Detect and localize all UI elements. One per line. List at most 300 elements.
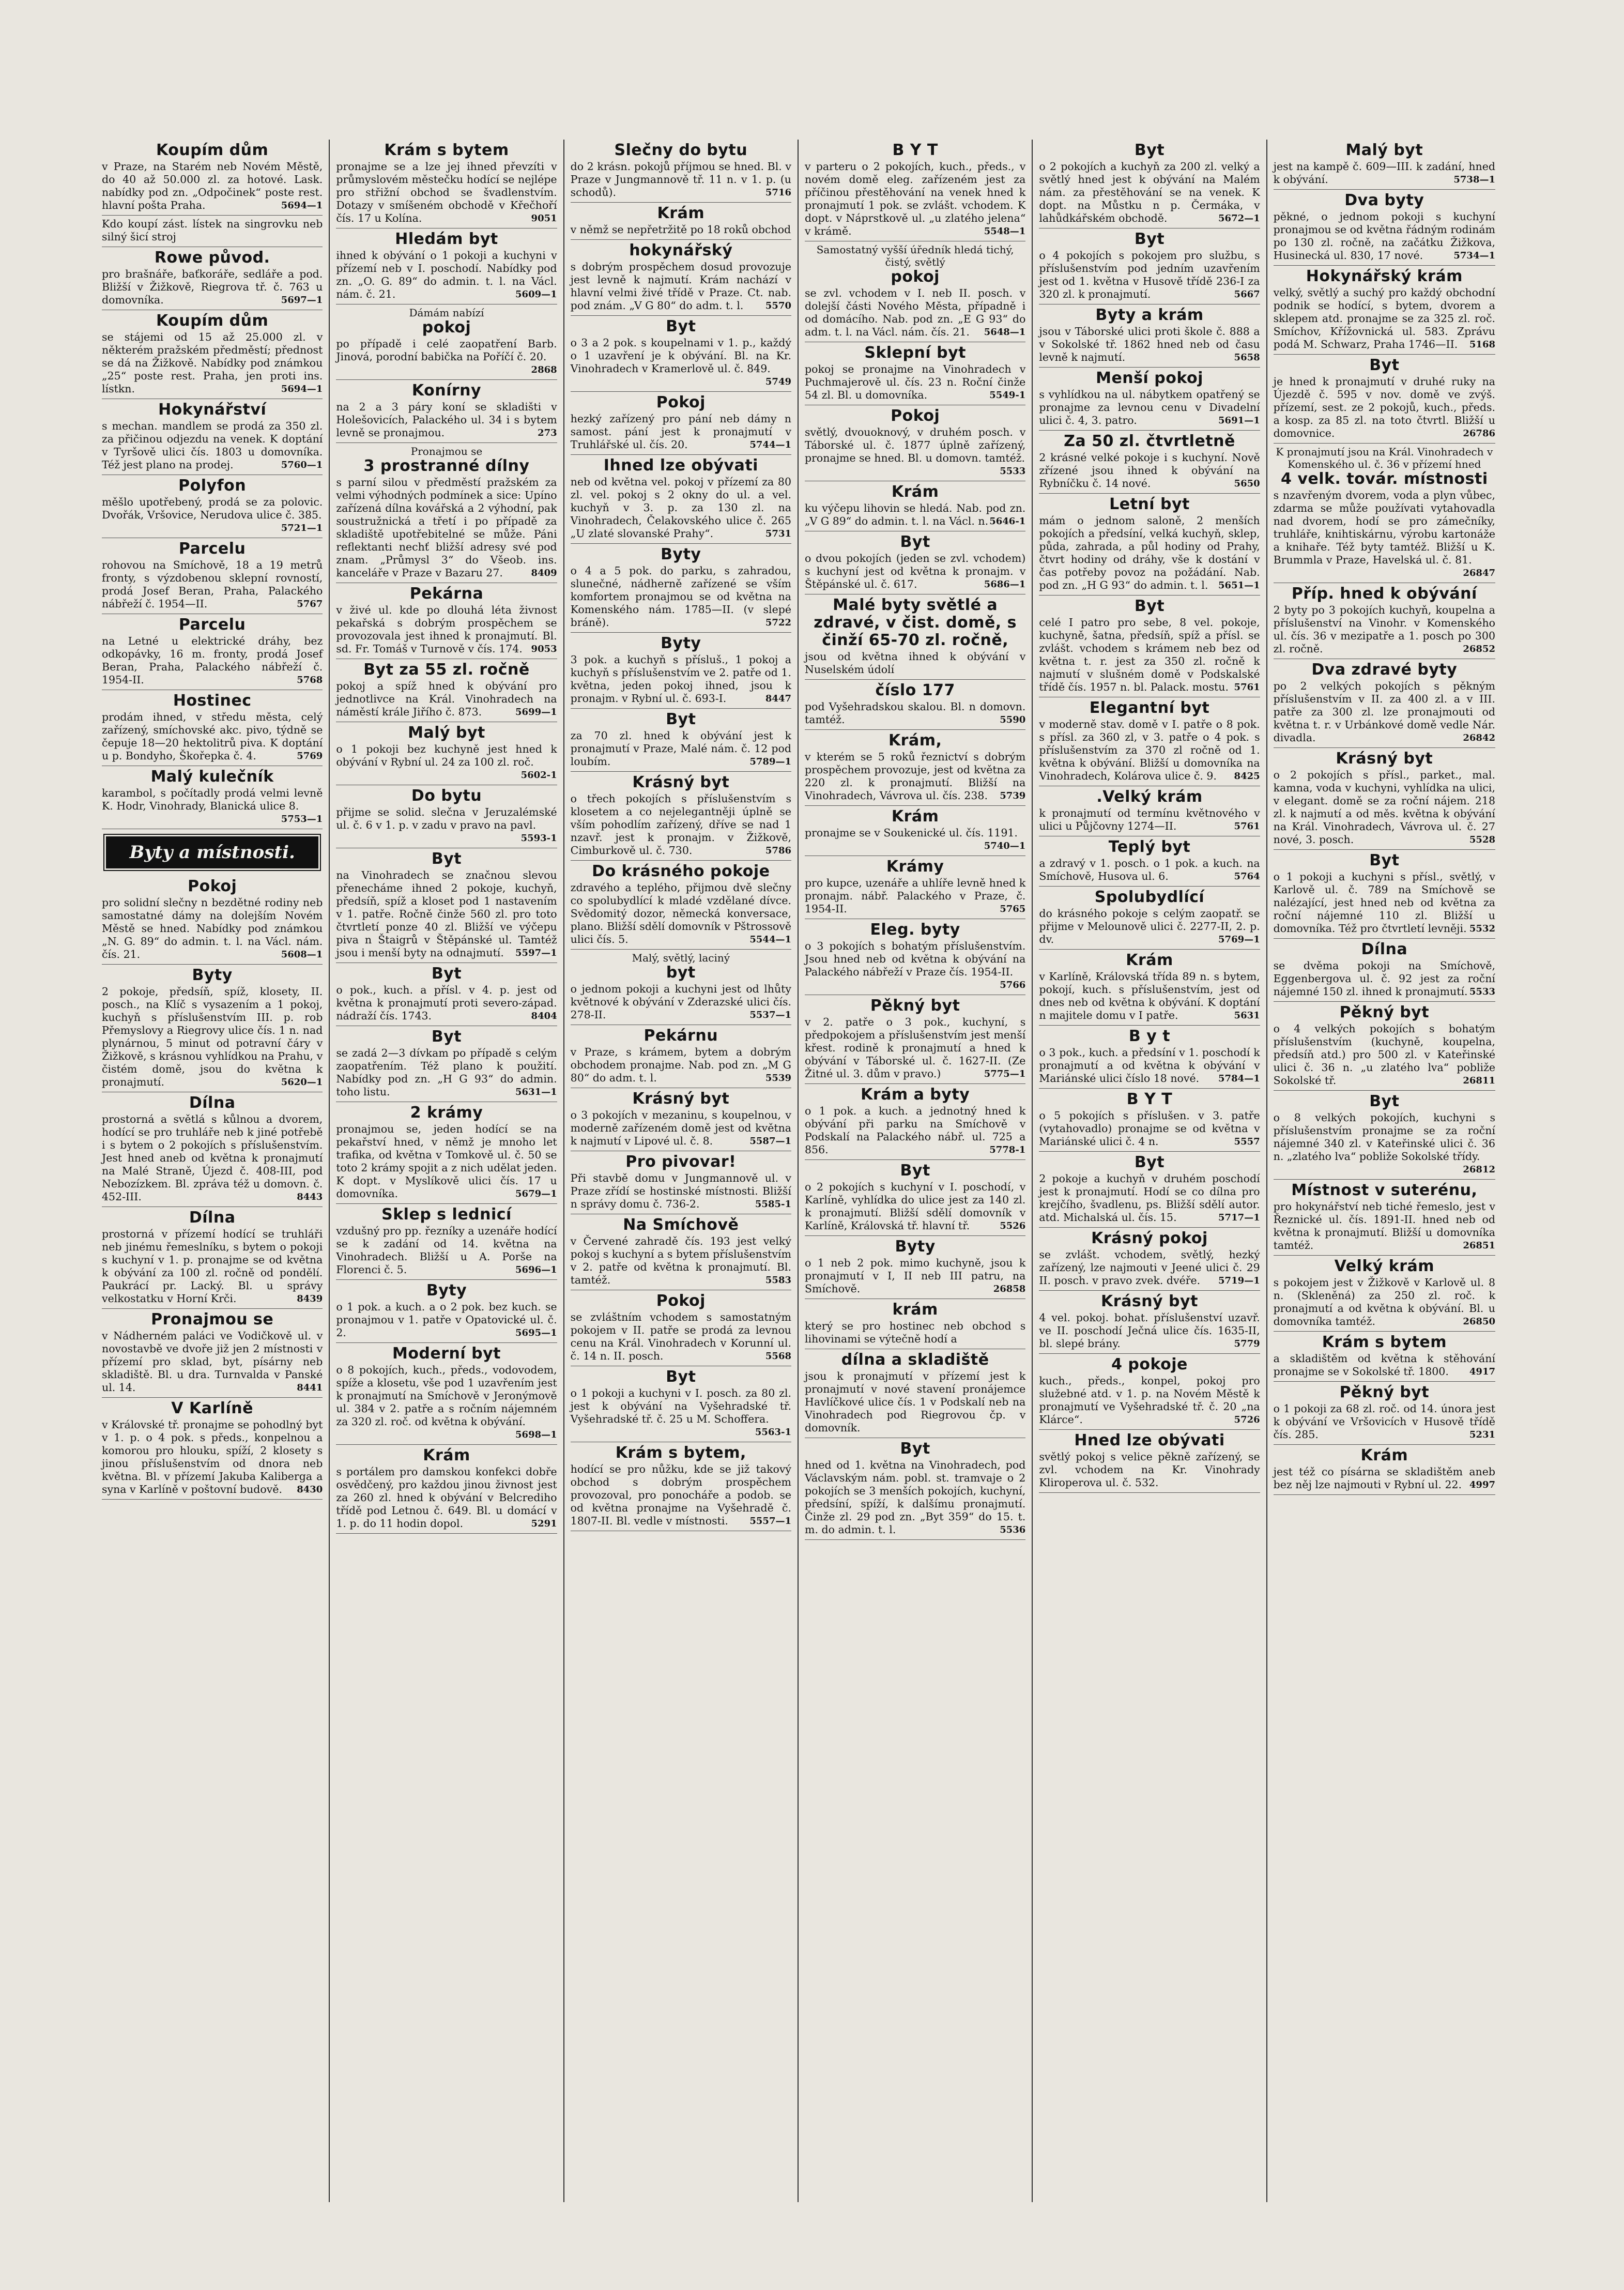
classified-ad [1039,786,1260,836]
ad-heading: Pěkný byt [870,997,960,1015]
classified-ad [102,475,323,538]
ad-body: pronajme se a lze jej ihned převzíti v průmyslovém městečku hodící se nejlépe pro střižní obchod se švadlenstvím. Dotazy v smíšeném obchodě v Křečhoří čís. 17 u Kolína. [336,160,557,224]
ad-heading: Krásný byt [632,1090,730,1108]
ad-text [102,420,323,471]
ad-text [1274,210,1495,262]
ad-body: pronajme se v Soukenické ul. čís. 1191. [805,827,1018,839]
ad-body: jsou od května ihned k obývání v Nuselském údolí [805,650,1026,676]
ad-body: jsou k pronajmutí v přízemí jest k pronajmutí v nové stavení pronájemce Havlíčkové ulice čís. 1 v Podskalí neb na Vinohradech pod Riegrovou čp. v domovník. [805,1370,1026,1434]
ad-reference-number: 5650 [1234,478,1260,489]
ad-reference-number: 5557—1 [749,1516,791,1526]
ad-heading: Krásný byt [632,773,730,791]
classified-ad [571,544,791,633]
ad-reference-number: 5602-1 [520,770,557,781]
ad-heading: Polyfon [178,477,247,495]
classified-ad [805,856,1025,919]
ad-body: o 1 pokoji za 68 zl. roč. od 14. února jest k obývání ve Vršovicích v Husově třídě čís. 285. [1273,1402,1495,1441]
ad-reference-number: 5764 [1234,871,1260,882]
ad-body: v parteru o 2 pokojích, kuch., předs., v novém domě eleg. zařízeném jest za příčinou přestěhování na venek hned k pronajmutí 1 pok. se zvlášt. vchodem. K dopt. v Náprstkově ul. „u zlatého jelena“ v krámě. [805,160,1026,237]
classified-ad [1039,1354,1260,1430]
classified-ad [571,1025,791,1088]
ad-heading: Do bytu [411,787,482,805]
classified-ad [102,399,323,475]
ad-text [1039,1248,1260,1287]
ad-reference-number: 5769 [297,751,323,761]
ad-reference-number: 5168 [1469,339,1495,350]
classified-ad [336,848,557,963]
ad-heading: Byt [666,317,696,335]
ad-body: o 4 pokojích s pokojem pro službu, s příslušenstvím pod jedním uzavřením jest od 1. května v Husově třídě 236-I za 320 zl. k pronajmutí. [1039,249,1260,300]
ad-heading: Dílna [189,1209,236,1227]
classified-ad [102,216,323,247]
classified-ad [1039,950,1260,1026]
ad-reference-number: 5537—1 [749,1010,791,1020]
ad-body: s dobrým prospěchem dosud provozuje jest levně k najmutí. Krám nachází v hlavní velmi živé třídě v Praze. Ct. nab. pod znám. „V G 80“ do adm. t. l. [570,261,791,312]
ad-body: ku výčepu lihovin se hledá. Nab. pod zn. „V G 89“ do admin. t. l. na Václ. n. [805,502,1026,527]
ad-body: hezký zařízený pro pání neb dámy n samost. pání jest k pronajmutí v Truhlářské ul. čís. 20. [570,413,791,451]
ad-reference-number: 5231 [1469,1429,1495,1440]
ad-text [102,1418,323,1496]
ad-heading: Krám s bytem [384,141,509,159]
ad-heading: Hledám byt [395,230,498,248]
ad-heading: Krám [891,483,939,501]
ad-intro: K pronajmutí jsou na Král. Vinohradech v Komenského ul. č. 36 v přízemí hned [1276,446,1493,470]
ad-body: který se pro hostinec neb obchod s lihovinami se výtečně hodí a [805,1320,1026,1345]
column-5 [1033,140,1267,2202]
ad-text [805,751,1025,802]
ad-heading: hokynářský [629,241,733,259]
classified-ad [1039,494,1260,596]
column-2 [330,140,564,2202]
classified-ad [1274,939,1495,1002]
ad-text [571,1109,791,1148]
classified-ad [1274,659,1495,748]
classified-ad [1274,1445,1495,1495]
ad-intro: Malý, světlý, laciný [632,952,730,964]
classified-ad [1039,1089,1260,1152]
classified-ad [571,861,791,950]
ad-body: pokoj se pronajme na Vinohradech v Puchmajerově ul. čís. 23 n. Roční činže 54 zl. Bl. u domovníka. [805,363,1026,401]
ad-body: neb od května vel. pokoj v přízemí za 80 zl. vel. pokoj s 2 okny do ul. a vel. kuchyň v 3. p. za 130 zl. na Vinohradech, Čelakovského ulice č. 265 „U zlaté slovanské Prahy“. [570,476,791,540]
ad-body: o 2 pokojích s přísl., parket., mal. kamna, voda v kuchyni, vyhlídka na ulici, v elegant. domě se za roční nájem. 218 zl. k najmutí a od měs. května k obývání na Král. Vinohradech, Vávrova ul. č. 27 nové, 3. posch. [1273,769,1495,846]
ad-text [102,787,323,825]
ad-body: 2 pokoje a kuchyň v druhém poschodí jest k pronajmutí. Hodí se co dílna pro krejčího, švadlenu, ps. Bližší sdělí autor. atd. Michalská ul. čís. 15. [1039,1172,1260,1224]
ad-heading: Byt [1369,851,1400,869]
ad-text [1274,375,1495,440]
ad-reference-number: 9053 [531,644,557,654]
ad-body: o 1 pok. a kuch. a o 2 pok. bez kuch. se pronajmou v 1. patře v Opatovické ul. č. 2. [336,1301,557,1339]
column-1 [96,140,330,2202]
ad-text [336,806,557,844]
ad-heading: Konírny [411,381,482,400]
ad-text [336,1225,557,1276]
ad-reference-number: 5539 [765,1073,791,1083]
ad-text [1273,1111,1495,1175]
ad-text [1039,1172,1260,1224]
ad-reference-number: 26847 [1463,568,1495,578]
classified-ad [102,1207,323,1309]
classified-ad [571,1151,791,1214]
ad-text [571,1235,791,1287]
ad-heading: Dílna [1361,940,1408,958]
ad-body: pěkné, o jednom pokoji s kuchyní pronajmou se od května řádným rodinám po 130 zl. ročně, na začátku Žižkova, Husinecká ul. 830, 17 nové. [1273,210,1495,262]
ad-body: rohovou na Smíchově, 18 a 19 metrů fronty, s výzdobenou sklepní rovností, prodá Josef Beran, Praha, Palackého nábřeží č. 1954—II. [102,559,323,610]
classified-ad [805,995,1025,1084]
ad-heading: Byty [426,1281,467,1300]
ad-body: Kdo koupí zást. lístek na singrovku neb silný šicí stroj [102,218,323,243]
ad-heading: Krám a byty [861,1086,970,1104]
classified-ad [102,1092,323,1207]
ad-text [571,476,791,540]
ad-heading: Krámy [886,858,944,876]
ad-body: 2 pokoje, předsíň, spíž, klosety, II. posch., na Klíč s vysazením a 1 pokoj, kuchyň s příslušenstvím III. p. rob Přemyslovy a Riegrovy ulice čís. 1 n. nad plynárnou, 5 minut od potravní čáry v Žižkově, s krásnou vyhlídkou na Prahu, v čistém domě, jsou do května k pronajmutí. [102,985,323,1088]
classified-ad [1274,1256,1495,1332]
ad-body: v kterém se 5 roků řeznictví s dobrým prospěchem provozuje, jest od května za 220 zl. k pronajmutí. Bližší na Vinohradech, Vávrova ul. čís. 238. [805,751,1026,802]
classified-ad [102,1398,323,1500]
ad-text [336,401,557,439]
ad-heading: Byty [661,634,701,652]
classified-ad [336,963,557,1026]
ad-heading: Slečny do bytu [614,141,748,159]
ad-text [805,552,1025,591]
ad-heading: Byty [192,966,233,984]
ad-heading: Moderní byt [392,1345,501,1363]
ad-text [571,729,791,768]
ad-body: pro solidní slečny n bezdětné rodiny neb samostatné dámy na dolejším Novém Městě se hned. Nabídky pod známkou „N. G. 89“ do admin. t. l. na Václ. nám. čís. 21. [102,896,323,960]
ad-intro: Pronajmou se [410,445,483,457]
section-banner: Byty a místnosti. [106,836,318,868]
classified-ad [1039,1026,1260,1089]
ad-reference-number: 5593-1 [520,833,557,844]
ad-text [102,1330,323,1394]
ad-heading: Krám s bytem [1322,1333,1447,1351]
classified-ad [571,633,791,709]
ad-text [805,877,1025,915]
ad-heading: 4 velk. továr. místnosti [1281,470,1488,488]
ad-text [102,711,323,762]
ad-reference-number: 5695—1 [515,1327,557,1338]
ad-text [1274,604,1495,655]
classified-ad [336,380,557,443]
ad-heading: Krám [891,807,939,826]
classified-ad [1274,1180,1495,1256]
ad-text [1039,325,1260,364]
ad-body: měšlo upotřebený, prodá se za polovic. Dvořák, Vršovice, Nerudova ulice č. 385. [102,496,323,521]
ad-heading: Byt [1369,1092,1400,1110]
ad-body: o 4 a 5 pok. do parku, s zahradou, slunečné, nádherně zařízené se vším komfortem pronajmou se od května na Komenského nám. 1785—II. (v slepé bráně). [570,564,791,629]
classified-ad [336,1343,557,1445]
ad-reference-number: 5786 [765,845,791,856]
ad-heading: pokoj [422,318,471,337]
ad-text [1274,1465,1495,1491]
ad-heading: Malý kulečník [150,768,274,786]
classified-ad [1039,140,1260,228]
ad-heading: číslo 177 [875,681,955,699]
classified-ad [1039,368,1260,431]
ad-reference-number: 5532 [1469,923,1495,934]
ad-text [1274,680,1495,744]
classified-ad [1039,1152,1260,1228]
ad-reference-number: 5585-1 [755,1199,791,1210]
ad-body: 2 krásné velké pokoje i s kuchyní. Nově zřízené jsou ihned k obývání na Rybníčku č. 14 nové. [1039,451,1260,490]
ad-reference-number: 5722 [765,617,791,628]
ad-text [336,1123,557,1200]
ad-body: v Červené zahradě čís. 193 jest velký pokoj s kuchyní a s bytem příslušenstvím v 2. patře od května k pronajmutí. Bl. tamtéž. [570,1235,791,1286]
ad-heading: Byt [431,850,462,868]
ad-body: pro hokynářství neb tiché řemeslo, jest v Řeznické ul. čís. 1891-II. hned neb od května k pronajmutí. Bližší u domovníka tamtéž. [1273,1200,1495,1251]
ad-body: jest též co písárna se skladištěm aneb bez něj lze najmouti v Rybní ul. 22. [1273,1465,1495,1491]
ad-reference-number: 5608—1 [281,949,323,960]
classified-ad [336,583,557,659]
classified-ad [571,140,791,203]
classified-ad [102,538,323,614]
ad-heading: Malý byt [1345,141,1423,159]
ad-heading: Sklepní byt [864,344,966,362]
ad-text [336,604,557,655]
ad-body: do 2 krásn. pokojů příjmou se hned. Bl. v Praze v Jungmannově tř. 11 n. v 1. p. (u schodů). [570,160,791,199]
ad-body: o 8 pokojích, kuch., předs., vodovodem, spíže a klosetu, vše pod 1 uzavřením jest k pronajmutí na Smíchově v Jeronýmově ul. 384 v 2. patře a s ročním nájemném za 320 zl. roč. od května k obývání. [336,1364,557,1428]
ad-reference-number: 5761 [1234,682,1260,693]
ad-reference-number: 8425 [1234,771,1260,782]
classified-ad [571,1214,791,1290]
ad-body: prostorná a světlá s kůlnou a dvorem, hodící se pro truhláře neb k jiné potřebě i s bytem o 2 pokojích s příslušenstvím. Jest hned aneb od května k pronajmutí na Malé Straně, Újezd č. 408-III, pod Nebozízkem. Bl. zpráva též u domovn. č. 452-III. [102,1113,323,1203]
ad-body: světlý, dvouoknový, v druhém posch. v Táborské ul. č. 1877 úplně zařízený, pronajme se hned. Bl. u domovn. tamtéž. [805,426,1026,464]
ad-text [805,1181,1025,1232]
ad-heading: Pronajmou se [151,1310,274,1329]
ad-reference-number: 26811 [1463,1075,1495,1086]
classified-ad [1039,304,1260,368]
ad-intro: Samostatný vyšší úředník hledá tichý, čistý, světlý [816,243,1014,268]
classified-ad [571,240,791,316]
ad-reference-number: 5583 [765,1275,791,1286]
ad-text [102,268,323,307]
ad-body: 3 pok. a kuchyň s přísluš., 1 pokoj a kuchyň s příslušenstvím ve 2. patře od 1. května, jeden pokoj ihned, jsou k pronajm. v Rybní ul. č. 693-I. [570,653,791,705]
ad-body: se dvěma pokoji na Smíchově, Eggenbergova ul. č. 92 jest za roční nájemné 150 zl. ihned k pronajmutí. [1273,959,1495,998]
ad-reference-number: 5749 [765,376,791,387]
ad-text [336,680,557,719]
ad-text [805,160,1025,238]
ad-reference-number: 5761 [1234,821,1260,832]
ad-text [805,1016,1025,1080]
ad-reference-number: 5768 [297,675,323,685]
ad-heading: krám [892,1301,938,1319]
ad-heading: 4 pokoje [1111,1355,1188,1373]
ad-text [571,1463,791,1528]
ad-text [805,650,1025,676]
classified-ad [571,1290,791,1366]
ad-reference-number: 26786 [1463,428,1495,439]
ad-body: v Nádherném paláci ve Vodičkově ul. v novostavbě ve dvoře již jen 2 místnosti v přízemí pro sklad, byt, písárny neb skladiště. Bl. u dra. Turnvalda v Panské ul. 14. [102,1330,323,1394]
ad-reference-number: 5716 [765,187,791,198]
ad-heading: Krám s bytem, [615,1444,746,1462]
ad-text [1039,1375,1260,1426]
ad-reference-number: 4997 [1469,1479,1495,1490]
classified-ad [336,443,557,583]
ad-heading: Parcelu [178,540,246,558]
ad-heading: byt [666,964,696,982]
ad-intro: Dámám nabízí [409,307,484,319]
ad-reference-number: 5548—1 [984,226,1026,237]
classified-ad [1039,1291,1260,1354]
classified-ad [102,1309,323,1398]
classified-ad [1274,190,1495,266]
ad-heading: Příp. hned k obývání [1291,585,1477,603]
ad-heading: Byt [666,710,696,728]
ad-body: k pronajmutí od termínu květnového v ulici u Půjčovny 1274—II. [1039,807,1260,832]
ad-reference-number: 5620—1 [281,1077,323,1088]
ad-heading: V Karlíně [171,1399,254,1417]
ad-text [805,1370,1025,1434]
ad-reference-number: 8443 [297,1192,323,1202]
ad-body: o 5 pokojích s příslušen. v 3. patře (vytahovadlo) pronajme se od května v Mariánské ulici č. 4 n. [1039,1109,1260,1148]
ad-text [571,653,791,705]
ad-reference-number: 5744—1 [749,439,791,450]
ad-text [1273,489,1495,578]
ad-reference-number: 5699—1 [515,707,557,717]
classified-ad [102,876,323,965]
classified-ad [102,766,323,829]
ad-text [1039,807,1260,833]
ad-text [336,476,557,579]
classified-ad [805,1438,1025,1540]
ad-heading: Spolubydlící [1094,888,1205,906]
ad-body: karambol, s počítadly prodá velmi levně K. Hodr, Vinohrady, Blanická ulice 8. [102,787,323,812]
ad-text [805,1105,1025,1156]
ad-heading: Ihned lze obývati [603,456,758,475]
ad-reference-number: 8439 [297,1293,323,1304]
ad-heading: B y t [1128,1027,1171,1045]
ad-text [571,792,791,857]
ad-text [102,160,323,212]
ad-reference-number: 5536 [1000,1524,1026,1535]
column-6 [1267,140,1502,2202]
ad-body: v živé ul. kde po dlouhá léta živnost pekařská s dobrým prospěchem se provozovala jest ihned k pronajmutí. Bl. sd. Fr. Tomáš v Turnově v čís. 174. [336,604,557,655]
classified-ad [1274,1382,1495,1445]
ad-heading: Velký krám [1334,1257,1435,1275]
ad-text [336,1047,557,1098]
ad-reference-number: 26842 [1463,732,1495,743]
ad-body: o 8 velkých pokojích, kuchyni s příslušenstvím pronajme se za roční nájemné 340 zl. v Kateřinské ulici č. 36 n. „zlatého lva“ pobliže Sokolské třídy. [1273,1111,1495,1163]
ad-reference-number: 5765 [1000,904,1026,914]
ad-reference-number: 26850 [1463,1316,1495,1327]
ad-reference-number: 5557 [1234,1136,1260,1147]
ad-body: s nzavřeným dvorem, voda a plyn vůbec, zdarma se může používati vytahovadla nad dvorem, hodí se pro zámečníky, truhláře, knihtiskárnu, výrobu kartonáže a knihaře. Též byty tamtéž. Bližší u K. Brummla v Praze, Havelská ul. č. 81. [1273,489,1495,566]
ad-body: 2 byty po 3 pokojích kuchyň, koupelna a příslušenství na Vinohr. v Komenského ul. čís. 36 v mezipatře a 1. posch po 300 zl. ročně. [1273,604,1495,655]
ad-text [1039,1109,1260,1148]
ad-text [1274,1276,1495,1328]
ad-body: s vyhlídkou na ul. nábytkem opatřený se pronajme za levnou cenu v Divadelní ulici č. 4, 3. patro. [1039,388,1260,426]
ad-heading: Byt [1134,141,1165,159]
ad-reference-number: 8430 [297,1484,323,1495]
ad-body: se zvlášt. vchodem, světlý, hezký zařízený, lze najmouti v Jeené ulici č. 29 II. posch. v pravo zvek. dvéře. [1039,1248,1260,1287]
ad-reference-number: 5533 [1000,466,1026,477]
ad-text [336,249,557,301]
ad-reference-number: 5698—1 [515,1429,557,1440]
ad-text [1274,871,1495,935]
ad-reference-number: 5631—1 [515,1087,557,1097]
ad-heading: Parcelu [178,616,246,634]
ad-body: s portálem pro damskou konfekci dobře osvědčený, pro každou jinou živnost jest za 260 zl. hned k obývání v Belcrediho třídě pod Letnou č. 649. Bl. u domácí v 1. p. do 11 hodin dopol. [336,1465,557,1530]
ad-body: s parní silou v předměstí pražském za velmi výhodných podmínek a sice: Upíno zařízená dílna kovářská a 2 výhodní, pak soustružnická a třetí i po případě za skladiště upotřebitelné se může. Páni reflektanti nechť bližší adresy své pod znam. „Průmysl 3“ do Všeob. ins. kanceláře v Praze v Bazaru 27. [336,476,557,579]
ad-text [805,426,1026,477]
ad-heading: 3 prostranné dílny [363,457,530,475]
ad-heading: Hokynářský krám [1306,267,1463,285]
ad-text [1039,1451,1260,1489]
ad-heading: Krám [657,204,705,222]
ad-text [1039,249,1260,301]
classified-ad [805,1236,1025,1299]
ad-text [805,1320,1025,1346]
ad-reference-number: 8409 [531,568,557,578]
classified-ad [571,455,791,544]
ad-heading: Dílna [189,1094,236,1112]
ad-text [805,700,1025,726]
ad-reference-number: 5766 [1000,980,1026,990]
ad-body: přijme se solid. slečna v Jeruzalémské ul. č. 6 v 1. p. v zadu v pravo na pavl. [336,806,557,831]
ad-body: mám o jednom saloně, 2 menších pokojích a předsíní, velká kuchyň, sklep, půda, zahrada, a půl hodiny od Prahy, čtvrt hodiny od dráhy, vše k dostání v čas potřeby povoz na požádání. Nab. pod zn. „H G 93“ do admin. t. l. [1039,514,1260,591]
ad-text [805,363,1025,402]
ad-text [1039,514,1260,592]
ad-body: s mechan. mandlem se prodá za 350 zl. za přičinou odjezdu na venek. K doptání v Tyršově ulici čís. 1803 u domovníka. Též jest plano na prodej. [102,420,323,471]
ad-text [336,160,557,225]
ad-reference-number: 5717—1 [1218,1212,1260,1223]
ad-heading: B Y T [1126,1090,1173,1108]
ad-reference-number: 8441 [297,1382,323,1393]
ad-reference-number: 5734—1 [1453,250,1495,261]
column-4 [799,140,1033,2202]
ad-heading: Krám, [888,731,942,750]
ad-body: vzdušný pro pp. řezníky a uzenáře hodící se k zadání od 14. května na Vinohradech. Bližší u A. Porše na Florenci č. 5. [336,1225,557,1276]
classified-ad [805,342,1025,405]
ad-reference-number: 5753—1 [281,814,323,825]
ad-body: kuch., předs., konpel, pokoj pro služebné atd. v 1. p. na Novém Městě k pronajmutí ve Vyšehradské tř. č. 20 „na Klárce“. [1039,1375,1260,1426]
classified-ad [805,594,1025,680]
ad-heading: Byt [900,1162,930,1180]
ad-body: jest na kampě č. 609—III. k zadání, hned k obývání. [1273,160,1495,186]
ad-text [1274,286,1495,351]
ad-body: o 1 neb 2 pok. mimo kuchyně, jsou k pronajmutí v I, II neb III patru, na Smíchově. [805,1257,1026,1295]
ad-reference-number: 273 [538,428,557,438]
classified-ad [571,203,791,240]
ad-body: v němž se nepřetržitě po 18 roků obchod [570,223,791,236]
ad-body: hodící se pro nůžku, kde se již takový obchod s dobrým prospěchem provozoval, pro ponocháře a podob. se od května pronajme na Vyšehradě č. 1807-II. Bl. vedle v místnosti. [570,1463,791,1527]
ad-body: o jednom pokoji a kuchyni jest od lhůty květnové k obývání v Zderazské ulici čís. 278-II. [570,983,791,1021]
ad-body: o 3 a 2 pok. s koupelnami v 1. p., každý o 1 uzavření je k obývání. Bl. na Kr. Vinohradech v Kramerlově ul. č. 849. [570,337,791,375]
classified-ad [805,680,1025,730]
column-3 [564,140,799,2202]
classified-ad [1039,228,1260,304]
ad-heading: Dva byty [1344,191,1424,209]
ad-reference-number: 5726 [1234,1414,1260,1425]
ad-body: o 3 pok., kuch. a předsíní v 1. poschodí k pronajmutí a od května k obývání v Mariánské ulici číslo 18 nové. [1039,1046,1260,1085]
ad-heading: Pěkný byt [1339,1383,1430,1401]
newspaper-page [96,140,1502,2202]
ad-reference-number: 5587—1 [749,1136,791,1147]
ad-reference-number: 5609—1 [515,289,557,300]
ad-heading: Pekárna [409,585,484,603]
ad-body: Při stavbě domu v Jungmannově ul. v Praze zřídí se hostinské místnosti. Bližší n správy domu č. 736-2. [570,1172,791,1210]
ad-heading: dílna a skladiště [841,1351,989,1369]
ad-reference-number: 5590 [1000,714,1026,725]
ad-reference-number: 5767 [297,599,323,609]
ad-text [102,1228,323,1305]
classified-ad [336,1026,557,1102]
classified-ad [805,481,1025,531]
classified-ad [1039,697,1260,786]
classified-ad [571,1442,791,1531]
ad-text [571,1046,791,1085]
ad-reference-number: 5694—1 [281,200,323,211]
